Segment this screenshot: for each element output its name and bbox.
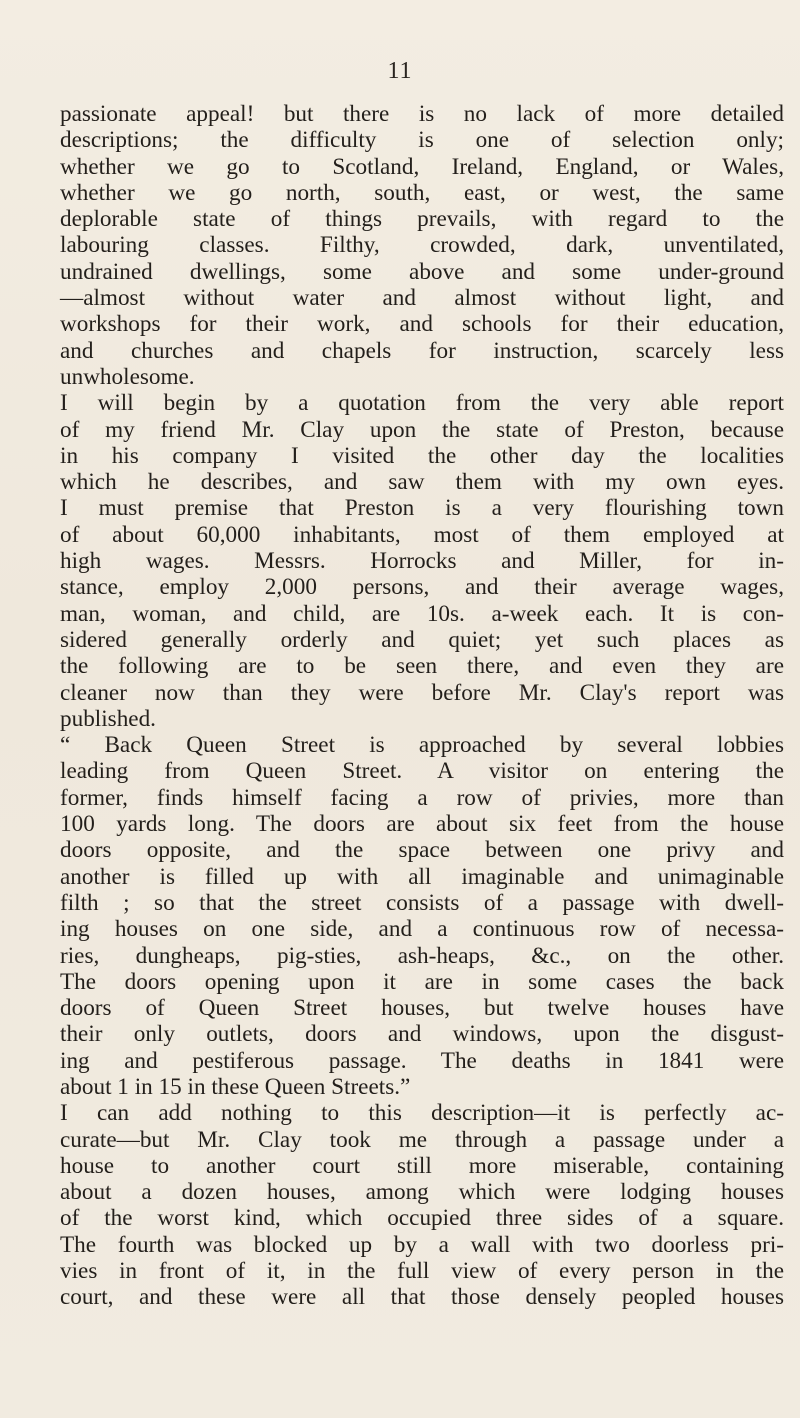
page-body-text — [60, 101, 784, 1311]
text-line: about 1 in 15 in these Queen Streets.” — [60, 1073, 411, 1100]
text-line: court, and these were all that those densely peopled houses — [60, 1284, 784, 1311]
text-line: high wages. Messrs. Horrocks and Miller, for in- — [60, 548, 784, 575]
paragraph — [60, 1100, 784, 1310]
text-line: ries, dungheaps, pig-sties, ash-heaps, &c., on the other. — [60, 942, 784, 969]
text-line: whether we go north, south, east, or west, the same — [60, 179, 784, 206]
text-line: cleaner now than they were before Mr. Clay's report was — [60, 679, 784, 706]
text-line: whether we go to Scotland, Ireland, England, or Wales, — [60, 153, 784, 180]
text-line: —almost without water and almost without light, and — [60, 285, 784, 312]
text-line: filth ; so that the street consists of a passage with dwell- — [60, 889, 784, 916]
text-line: workshops for their work, and schools for their education, — [60, 311, 784, 338]
text-line: another is filled up with all imaginable and unimaginable — [60, 863, 784, 890]
text-line: the following are to be seen there, and even they are — [60, 653, 784, 680]
text-line: doors of Queen Street houses, but twelve houses have — [60, 995, 784, 1022]
text-line: curate—but Mr. Clay took me through a passage under a — [60, 1126, 784, 1153]
text-line: their only outlets, doors and windows, upon the disgust- — [60, 1021, 784, 1048]
text-line: stance, employ 2,000 persons, and their average wages, — [60, 574, 784, 601]
text-line: I will begin by a quotation from the very able report — [60, 390, 784, 417]
text-line: The doors opening upon it are in some cases the back — [60, 968, 784, 995]
text-line: of the worst kind, which occupied three sides of a square. — [60, 1205, 784, 1232]
text-line: doors opposite, and the space between one privy and — [60, 837, 784, 864]
text-line: which he describes, and saw them with my own eyes. — [60, 469, 784, 496]
text-line: published. — [60, 705, 156, 732]
text-line: in his company I visited the other day the localities — [60, 442, 784, 469]
text-line: about a dozen houses, among which were lodging houses — [60, 1179, 784, 1206]
text-line: vies in front of it, in the full view of every person in the — [60, 1258, 784, 1285]
paragraph — [60, 101, 784, 390]
text-line: I must premise that Preston is a very flourishing town — [60, 495, 784, 522]
text-line: undrained dwellings, some above and some under-ground — [60, 258, 784, 285]
text-line: deplorable state of things prevails, with regard to the — [60, 206, 784, 233]
text-line: I can add nothing to this description—it is perfectly ac- — [60, 1100, 784, 1127]
text-line: former, finds himself facing a row of privies, more than — [60, 784, 784, 811]
quotation-paragraph — [60, 732, 784, 1100]
text-line: The fourth was blocked up by a wall with two doorless pri- — [60, 1231, 784, 1258]
text-line: 100 yards long. The doors are about six feet from the house — [60, 811, 784, 838]
paragraph — [60, 390, 784, 732]
text-line: unwholesome. — [60, 363, 195, 390]
text-line: ing houses on one side, and a continuous row of necessa- — [60, 916, 784, 943]
text-line: and churches and chapels for instruction, scarcely less — [60, 337, 784, 364]
text-line: house to another court still more miserable, containing — [60, 1152, 784, 1179]
text-line: leading from Queen Street. A visitor on entering the — [60, 758, 784, 785]
text-line: descriptions; the difficulty is one of selection only; — [60, 127, 784, 154]
page-number: 11 — [387, 58, 413, 84]
text-line: ing and pestiferous passage. The deaths in 1841 were — [60, 1047, 784, 1074]
text-line: man, woman, and child, are 10s. a-week each. It is con- — [60, 600, 784, 627]
text-line: labouring classes. Filthy, crowded, dark, unventilated, — [60, 232, 784, 259]
text-line: of about 60,000 inhabitants, most of them employed at — [60, 521, 784, 548]
text-line: of my friend Mr. Clay upon the state of Preston, because — [60, 416, 784, 443]
text-line: sidered generally orderly and quiet; yet such places as — [60, 626, 784, 653]
text-line: passionate appeal! but there is no lack of more detailed — [60, 101, 784, 127]
text-line: “ Back Queen Street is approached by several lobbies — [60, 732, 784, 759]
